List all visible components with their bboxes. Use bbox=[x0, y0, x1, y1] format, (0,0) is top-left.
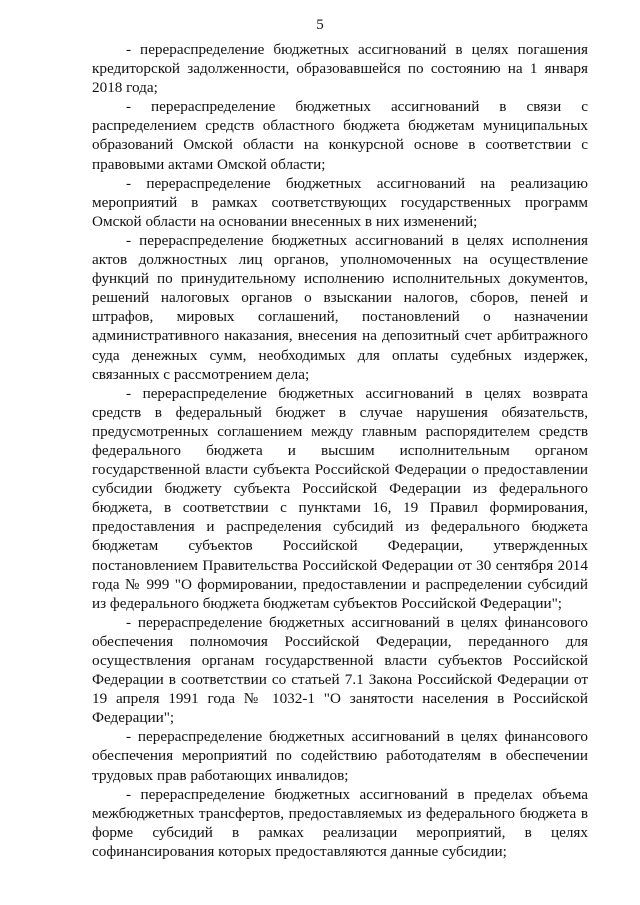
paragraph: - перераспределение бюджетных ассигнований в целях возврата средств в федеральный бюджет в случае нарушения обязательств, предусмотренных соглашением между главным распорядителем средств федерального бюджета и высшим исполнительным органом государственной власти субъекта Российской Федерации о предоставлении субсидии бюджету субъекта Российской Федерации из федерального бюджета, в соответствии с пунктами 16, 19 Правил формирования, предоставления и распределения субсидий из федерального бюджета бюджетам субъектов Российской Федерации, утвержденных постановлением Правительства Российской Федерации от 30 сентября 2014 года № 999 "О формировании, предоставлении и распределении субсидий из федерального бюджета бюджетам субъектов Российской Федерации"; bbox=[92, 384, 588, 612]
paragraph: - перераспределение бюджетных ассигнований на реализацию мероприятий в рамках соответствующих государственных программ Омской области на основании внесенных в них изменений; bbox=[92, 174, 588, 230]
paragraph: - перераспределение бюджетных ассигнований в связи с распределением средств областного бюджета бюджетам муниципальных образований Омской области на конкурсной основе в соответствии с правовыми актами Омской области; bbox=[92, 98, 588, 173]
paragraph: - перераспределение бюджетных ассигнований в целях финансового обеспечения мероприятий по содействию работодателям в обеспечении трудовых прав работающих инвалидов; bbox=[92, 728, 588, 784]
paragraph: - перераспределение бюджетных ассигнований в целях исполнения актов должностных лиц органов, уполномоченных на осуществление функций по принудительному исполнению исполнительных документов, решений налоговых органов о взыскании налогов, сборов, пеней и штрафов, мировых соглашений, постановлений о назначении административного наказания, внесения на депозитный счет арбитражного суда денежных сумм, необходимых для оплаты судебных издержек, связанных с рассмотрением дела; bbox=[92, 231, 588, 383]
paragraph: - перераспределение бюджетных ассигнований в целях погашения кредиторской задолженности, образовавшейся по состоянию на 1 января 2018 года; bbox=[92, 41, 588, 97]
document-body bbox=[92, 40, 588, 861]
paragraph: - перераспределение бюджетных ассигнований в целях финансового обеспечения полномочия Российской Федерации, переданного для осуществления органам государственной власти субъектов Российской Федерации в соответствии со статьей 7.1 Закона Российской Федерации от 19 апреля 1991 года № 1032-1 "О занятости населения в Российской Федерации"; bbox=[92, 613, 588, 727]
page-number: 5 bbox=[316, 17, 324, 33]
paragraph: - перераспределение бюджетных ассигнований в пределах объема межбюджетных трансфертов, предоставляемых из федерального бюджета в форме субсидий в рамках реализации мероприятий, в целях софинансирования которых предоставляются данные субсидии; bbox=[92, 785, 588, 860]
